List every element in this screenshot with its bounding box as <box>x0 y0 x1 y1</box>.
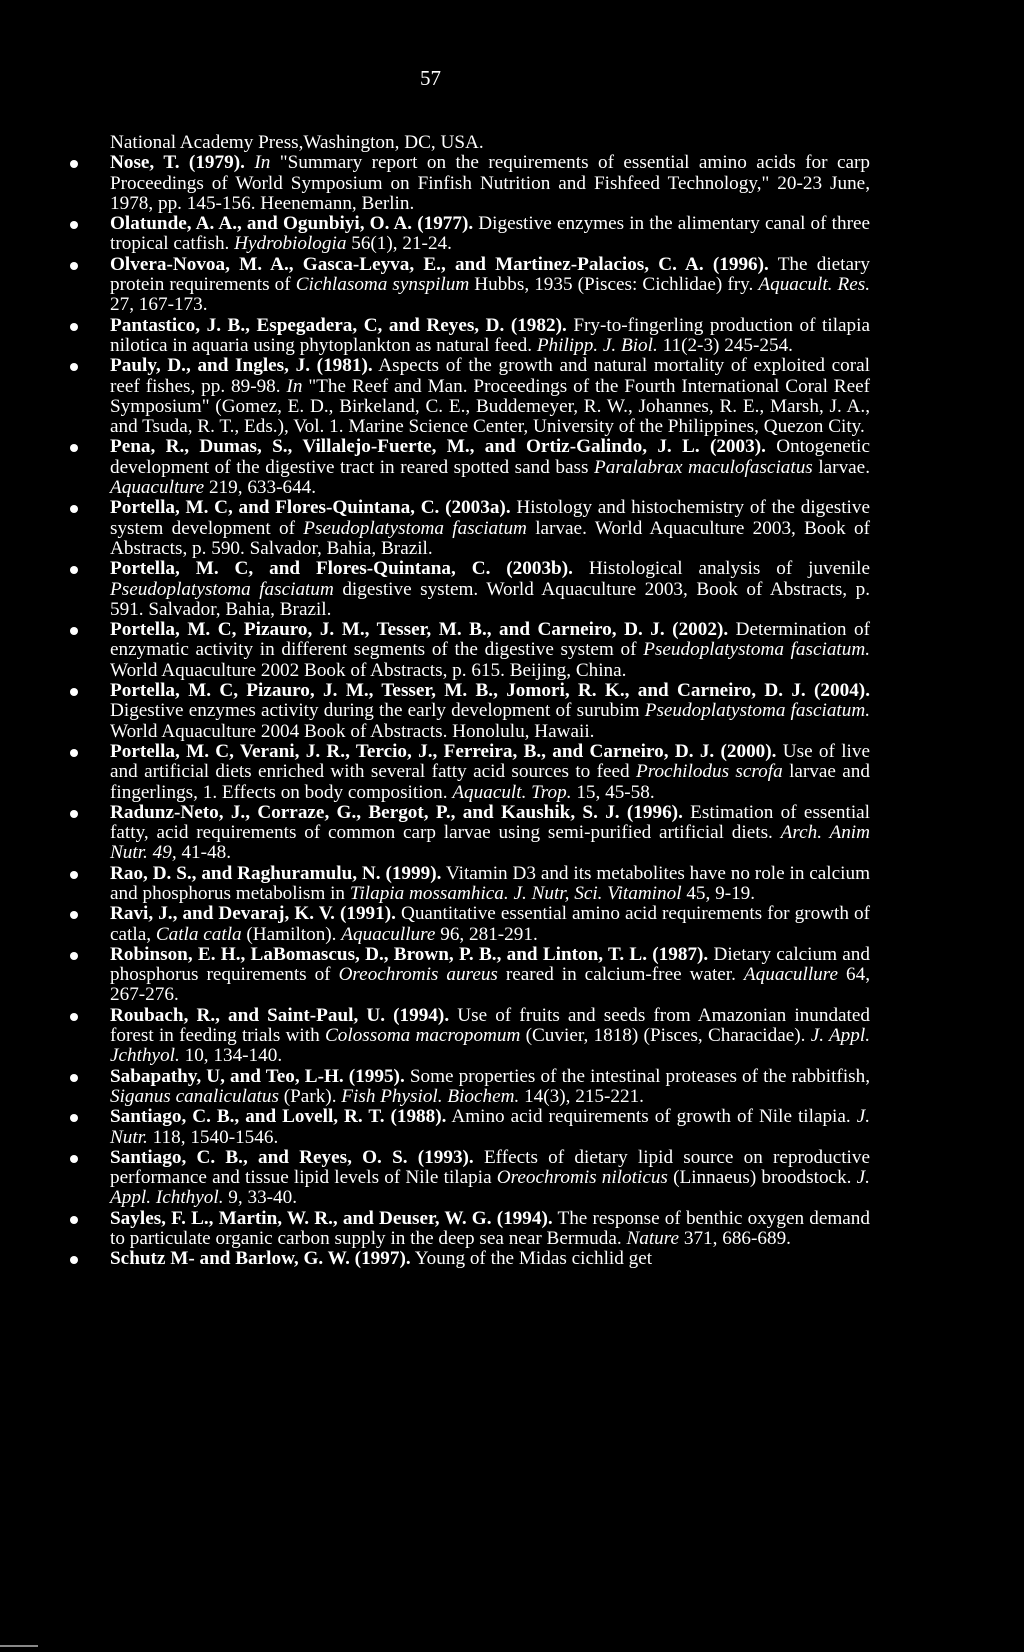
reference-list <box>70 133 870 1270</box>
reference-item <box>70 1067 870 1108</box>
reference-authors: Pantastico, J. B., Espegadera, C, and Reyes, D. (1982). <box>110 314 567 336</box>
bullet-icon <box>70 505 78 513</box>
reference-text: 15, 45-58. <box>571 781 655 803</box>
page-number: 57 <box>420 66 441 90</box>
bullet-icon <box>70 688 78 696</box>
reference-authors: Sabapathy, U, and Teo, L-H. (1995). <box>110 1065 405 1087</box>
reference-text: Fry-to-fingerling production of tilapia nilotica in aquaria using phytoplankton as natural feed. <box>110 314 870 356</box>
reference-text: 64, 267-276. <box>110 964 871 1006</box>
species-name: Pseudoplatystoma fasciatum <box>110 578 334 600</box>
reference-item <box>70 681 870 742</box>
bullet-icon <box>70 1216 78 1224</box>
species-name: Colossoma macropomum <box>324 1025 521 1047</box>
reference-authors: Santiago, C. B., and Reyes, O. S. (1993). <box>110 1146 474 1168</box>
reference-item <box>70 1249 870 1269</box>
reference-text: 11(2-3) 245-254. <box>657 334 793 356</box>
reference-authors: Ravi, J., and Devaraj, K. V. (1991). <box>110 903 396 925</box>
species-name: Siganus canaliculatus <box>110 1085 279 1107</box>
reference-item <box>70 864 870 905</box>
species-name: Oreochromis niloticus <box>496 1167 668 1189</box>
bullet-icon <box>70 221 78 229</box>
journal-name: Arch. Anim Nutr. 49, <box>110 822 870 864</box>
reference-text: 371, 686-689. <box>679 1228 791 1250</box>
reference-authors: Radunz-Neto, J., Corraze, G., Bergot, P., and Kaushik, S. J. (1996). <box>110 801 683 823</box>
reference-italic: In <box>286 375 303 397</box>
journal-name: Philipp. J. Biol. <box>536 334 658 356</box>
bullet-icon <box>70 952 78 960</box>
reference-text: larvae. World Aquaculture 2003, Book of Abstracts, p. 590. Salvador, Bahia, Brazil. <box>110 517 870 559</box>
reference-authors: Pauly, D., and Ingles, J. (1981). <box>110 355 373 377</box>
reference-text: Young of the Midas cichlid get <box>410 1248 653 1270</box>
reference-text: National Academy Press,Washington, DC, USA. <box>110 132 484 153</box>
reference-authors: Rao, D. S., and Raghuramulu, N. (1999). <box>110 862 442 884</box>
reference-text: 27, 167-173. <box>110 294 208 316</box>
journal-name: Tilapia mossamhica. J. Nutr, Sci. Vitaminol <box>349 882 682 904</box>
reference-text: 118, 1540-1546. <box>147 1126 279 1148</box>
reference-text: (Cuvier, 1818) (Pisces, Characidae). <box>520 1025 811 1047</box>
bullet-icon <box>70 160 78 168</box>
reference-text: reared in calcium-free water. <box>497 964 744 986</box>
species-name: Prochilodus scrofa <box>635 761 783 783</box>
reference-item <box>70 255 870 316</box>
journal-name: J. Appl. Jchthyol. <box>110 1025 870 1067</box>
bullet-icon <box>70 749 78 757</box>
reference-item <box>70 904 870 945</box>
reference-text: Some properties of the intestinal proteases of the rabbitfish, <box>404 1065 871 1087</box>
reference-authors: Portella, M. C, Pizauro, J. M., Tesser, M. B., Jomori, R. K., and Carneiro, D. J. (2004). <box>110 680 870 702</box>
bullet-icon <box>70 323 78 331</box>
journal-name: Hydrobiologia <box>234 233 347 255</box>
reference-continuation <box>70 133 870 153</box>
reference-authors: Portella, M. C, Pizauro, J. M., Tesser, M. B., and Carneiro, D. J. (2002). <box>110 619 729 641</box>
bullet-icon <box>70 262 78 270</box>
reference-text: 219, 633-644. <box>204 477 317 499</box>
reference-authors: Portella, M. C, and Flores-Quintana, C. (2003a). <box>110 497 511 519</box>
reference-text: Effects of dietary lipid source on reproductive performance and tissue lipid levels of Nile tilapia <box>110 1146 870 1189</box>
reference-text: Estimation of essential fatty, acid requirements of common carp larvae using semi-purified artificial diets. <box>110 801 870 844</box>
reference-text: larvae. <box>812 456 870 478</box>
reference-text: Histological analysis of juvenile <box>572 558 870 580</box>
page-edge-rule <box>0 1645 38 1647</box>
reference-text: Hubbs, 1935 (Pisces: Cichlidae) fry. <box>469 274 759 296</box>
reference-item <box>70 803 870 864</box>
bullet-icon <box>70 363 78 371</box>
reference-text: Determination of enzymatic activity in different segments of the digestive system of <box>110 619 870 661</box>
reference-italic: In <box>254 152 271 174</box>
reference-text: 41-48. <box>176 842 231 864</box>
reference-text: 10, 134-140. <box>179 1045 283 1067</box>
species-name: Pseudoplatystoma fasciatum <box>303 517 527 539</box>
bullet-icon <box>70 1074 78 1082</box>
bullet-icon <box>70 871 78 879</box>
reference-text: Use of live and artificial diets enriched with several fatty acid sources to feed <box>110 740 870 783</box>
journal-name: Aquaculture <box>110 477 205 499</box>
reference-item <box>70 153 870 214</box>
reference-text: "Summary report on the requirements of essential amino acids for carp Proceedings of World Symposium on Finfish Nutrition and Fishfeed Technology," 20-23 June, 1978, pp. 145-156. Heenemann, Berlin. <box>110 152 870 214</box>
journal-name: Aquacullure <box>341 923 436 945</box>
reference-text: 14(3), 215-221. <box>519 1085 644 1107</box>
reference-text: World Aquaculture 2004 Book of Abstracts. Honolulu, Hawaii. <box>110 720 595 742</box>
reference-text: (Hamilton). <box>241 923 342 945</box>
reference-item <box>70 620 870 681</box>
reference-text: larvae and fingerlings, 1. Effects on body composition. <box>110 761 870 803</box>
reference-item <box>70 945 870 1006</box>
journal-name: Aquacult. Trop. <box>452 781 572 803</box>
reference-item <box>70 214 870 255</box>
reference-authors: Olatunde, A. A., and Ogunbiyi, O. A. (1977). <box>110 213 474 235</box>
bullet-icon <box>70 444 78 452</box>
reference-text: 56(1), 21-24. <box>346 233 452 255</box>
reference-item <box>70 316 870 357</box>
reference-text: "The Reef and Man. Proceedings of the Fourth International Coral Reef Symposium" (Gomez, E. D., Birkeland, C. E., Buddemeyer, R. W., Johannes, R. E., Marsh, J. A., and Tsuda, R. T., Eds.), Vol. 1. Marine Science Center, University of the Philippines, Quezon City. <box>110 375 871 438</box>
reference-item <box>70 559 870 620</box>
species-name: Catla catla <box>155 923 242 945</box>
reference-authors: Nose, T. (1979). <box>110 152 245 174</box>
reference-text: (Linnaeus) broodstock. <box>667 1167 857 1189</box>
species-name: Oreochromis aureus <box>338 964 498 986</box>
journal-name: Aquacullure <box>743 964 839 986</box>
bullet-icon <box>70 1013 78 1021</box>
reference-text: Dietary calcium and phosphorus requirements of <box>110 943 870 986</box>
reference-text: Amino acid requirements of growth of Nile tilapia. <box>446 1106 857 1128</box>
reference-item <box>70 437 870 498</box>
reference-authors: Olvera-Novoa, M. A., Gasca-Leyva, E., and Martinez-Palacios, C. A. (1996). <box>110 253 769 275</box>
reference-text: (Park). <box>278 1085 342 1107</box>
journal-name: Aquacult. Res. <box>758 274 871 296</box>
reference-item <box>70 1107 870 1148</box>
bullet-icon <box>70 810 78 818</box>
reference-text: Use of fruits and seeds from Amazonian inundated forest in feeding trials with <box>110 1004 871 1047</box>
species-name: Pseudoplatystoma fasciatum. <box>643 639 871 661</box>
bullet-icon <box>70 566 78 574</box>
reference-authors: Roubach, R., and Saint-Paul, U. (1994). <box>110 1004 450 1026</box>
reference-authors: Portella, M. C, Verani, J. R., Tercio, J., Ferreira, B., and Carneiro, D. J. (2000). <box>110 740 777 762</box>
reference-text: 96, 281-291. <box>435 923 538 945</box>
reference-item <box>70 356 870 437</box>
species-name: Paralabrax maculofasciatus <box>594 456 813 478</box>
reference-authors: Santiago, C. B., and Lovell, R. T. (1988). <box>110 1106 447 1128</box>
journal-name: J. Appl. Ichthyol. <box>110 1167 870 1209</box>
reference-text: Ontogenetic development of the digestive tract in reared spotted sand bass <box>110 436 871 478</box>
bullet-icon <box>70 1114 78 1122</box>
bullet-icon <box>70 1155 78 1163</box>
reference-authors: Sayles, F. L., Martin, W. R., and Deuser, W. G. (1994). <box>110 1207 553 1229</box>
reference-text: Histology and histochemistry of the digestive system development of <box>110 497 870 539</box>
reference-authors: Portella, M. C, and Flores-Quintana, C. (2003b). <box>110 558 573 580</box>
journal-name: J. Nutr. <box>110 1106 871 1148</box>
reference-text: Digestive enzymes activity during the early development of surubim <box>110 700 645 722</box>
journal-name: Nature <box>626 1228 680 1250</box>
reference-text: Digestive enzymes in the alimentary canal of three tropical catfish. <box>110 213 870 255</box>
reference-text: The dietary protein requirements of <box>110 253 870 296</box>
reference-text: The response of benthic oxygen demand to particulate organic carbon supply in the deep sea near Bermuda. <box>110 1207 870 1250</box>
bullet-icon <box>70 911 78 919</box>
reference-text: Quantitative essential amino acid requirements for growth of catla, <box>110 903 870 945</box>
bullet-icon <box>70 1256 78 1264</box>
reference-text: Aspects of the growth and natural mortality of exploited coral reef fishes, pp. 89-98. <box>110 355 870 397</box>
reference-text: digestive system. World Aquaculture 2003, Book of Abstracts, p. 591. Salvador, Bahia, Brazil. <box>110 578 871 620</box>
species-name: Cichlasoma synspilum <box>295 274 470 296</box>
reference-item <box>70 1148 870 1209</box>
journal-name: Fish Physiol. Biochem. <box>341 1085 520 1107</box>
reference-item <box>70 742 870 803</box>
reference-text: World Aquaculture 2002 Book of Abstracts, p. 615. Beijing, China. <box>110 659 627 681</box>
reference-text: 45, 9-19. <box>681 882 756 904</box>
reference-text: Vitamin D3 and its metabolites have no role in calcium and phosphorus metabolism in <box>110 862 871 904</box>
reference-authors: Robinson, E. H., LaBomascus, D., Brown, P. B., and Linton, T. L. (1987). <box>110 943 709 965</box>
reference-text: 9, 33-40. <box>223 1187 298 1209</box>
species-name: Pseudoplatystoma fasciatum. <box>644 700 871 722</box>
reference-authors: Pena, R., Dumas, S., Villalejo-Fuerte, M., and Ortiz-Galindo, J. L. (2003). <box>110 436 766 458</box>
reference-authors: Schutz M- and Barlow, G. W. (1997). <box>110 1248 411 1270</box>
reference-item <box>70 498 870 559</box>
reference-item <box>70 1006 870 1067</box>
reference-item <box>70 1209 870 1250</box>
bullet-icon <box>70 627 78 635</box>
